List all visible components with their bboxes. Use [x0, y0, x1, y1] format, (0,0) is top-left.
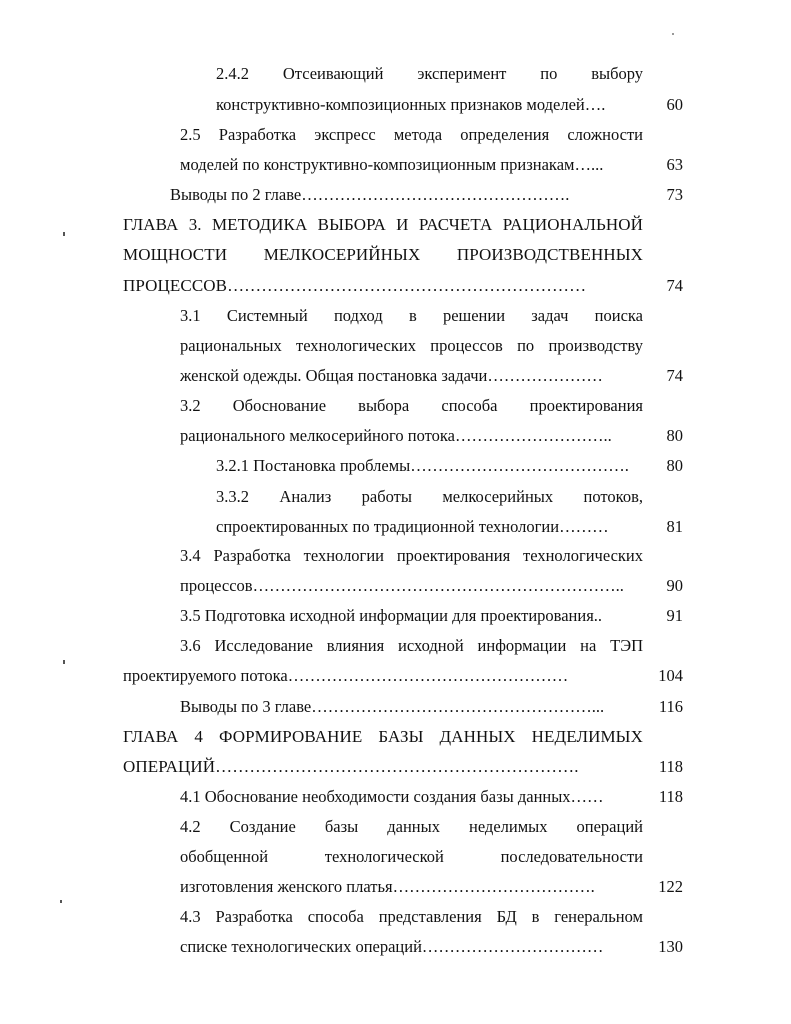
- toc-page-number: 74: [666, 366, 683, 385]
- toc-page-number: 81: [666, 517, 683, 536]
- toc-entry-text: спроектированных по традиционной технологии………: [216, 517, 609, 536]
- toc-entry-text: 3.6 Исследование влияния исходной информации на ТЭП: [180, 636, 643, 655]
- toc-entry-text: 4.1 Обоснование необходимости создания базы данных……: [180, 787, 604, 806]
- toc-chapter-title: ПРОЦЕССОВ………………………………………………………: [123, 276, 587, 295]
- toc-page-number: 60: [666, 95, 683, 114]
- toc-page-number: 118: [658, 787, 683, 806]
- toc-entry-text: списке технологических операций……………………………: [180, 937, 604, 956]
- scan-speck: [60, 900, 62, 903]
- toc-entry-text: проектируемого потока……………………………………………: [123, 666, 569, 685]
- toc-chapter-title: ГЛАВА 3. МЕТОДИКА ВЫБОРА И РАСЧЕТА РАЦИОНАЛЬНОЙ: [123, 215, 643, 234]
- toc-page-number: 80: [666, 426, 683, 445]
- toc-page-number: 122: [658, 877, 683, 896]
- toc-page-number: 74: [666, 276, 683, 295]
- toc-chapter-title: ГЛАВА 4 ФОРМИРОВАНИЕ БАЗЫ ДАННЫХ НЕДЕЛИМЫХ: [123, 727, 643, 746]
- toc-page-number: 118: [658, 757, 683, 776]
- toc-entry-text: 4.3 Разработка способа представления БД в генеральном: [180, 907, 643, 926]
- toc-entry-text: 3.2.1 Постановка проблемы………………………………….: [216, 456, 629, 475]
- toc-page-number: 80: [666, 456, 683, 475]
- scan-speck: [672, 33, 674, 35]
- toc-page-number: 90: [666, 576, 683, 595]
- toc-page-number: 73: [666, 185, 683, 204]
- toc-entry-text: рационального мелкосерийного потока………………………..: [180, 426, 612, 445]
- toc-entry-text: процессов…………………………………………………………..: [180, 576, 624, 595]
- toc-chapter-title: МОЩНОСТИ МЕЛКОСЕРИЙНЫХ ПРОИЗВОДСТВЕННЫХ: [123, 245, 643, 264]
- toc-page-number: 63: [666, 155, 683, 174]
- toc-entry-text: обобщенной технологической последовательности: [180, 847, 643, 866]
- toc-chapter-title: ОПЕРАЦИЙ……………………………………………………….: [123, 757, 579, 776]
- toc-entry-text: рациональных технологических процессов по производству: [180, 336, 643, 355]
- toc-entry-text: 3.4 Разработка технологии проектирования технологических: [180, 546, 643, 565]
- toc-page-number: 91: [666, 606, 683, 625]
- scan-speck: [63, 232, 65, 236]
- toc-entry-text: 3.1 Системный подход в решении задач поиска: [180, 306, 643, 325]
- toc-entry-text: конструктивно-композиционных признаков моделей….: [216, 95, 606, 114]
- toc-page-number: 104: [658, 666, 683, 685]
- toc-entry-text: 3.2 Обоснование выбора способа проектирования: [180, 396, 643, 415]
- toc-entry-text: Выводы по 2 главе………………………………………….: [170, 185, 570, 204]
- scan-speck: [63, 660, 65, 664]
- toc-page-number: 130: [658, 937, 683, 956]
- toc-entry-text: 2.5 Разработка экспресс метода определения сложности: [180, 125, 643, 144]
- toc-entry-text: женской одежды. Общая постановка задачи…………………: [180, 366, 603, 385]
- toc-entry-text: 3.3.2 Анализ работы мелкосерийных потоков,: [216, 487, 643, 506]
- toc-entry-text: моделей по конструктивно-композиционным признакам…...: [180, 155, 604, 174]
- toc-entry-text: изготовления женского платья……………………………….: [180, 877, 595, 896]
- toc-entry-text: 4.2 Создание базы данных неделимых операций: [180, 817, 643, 836]
- toc-entry-text: Выводы по 3 главе……………………………………………...: [180, 697, 605, 716]
- toc-entry-text: 3.5 Подготовка исходной информации для проектирования..: [180, 606, 603, 625]
- toc-entry-text: 2.4.2 Отсеивающий эксперимент по выбору: [216, 64, 643, 83]
- toc-page-number: 116: [658, 697, 683, 716]
